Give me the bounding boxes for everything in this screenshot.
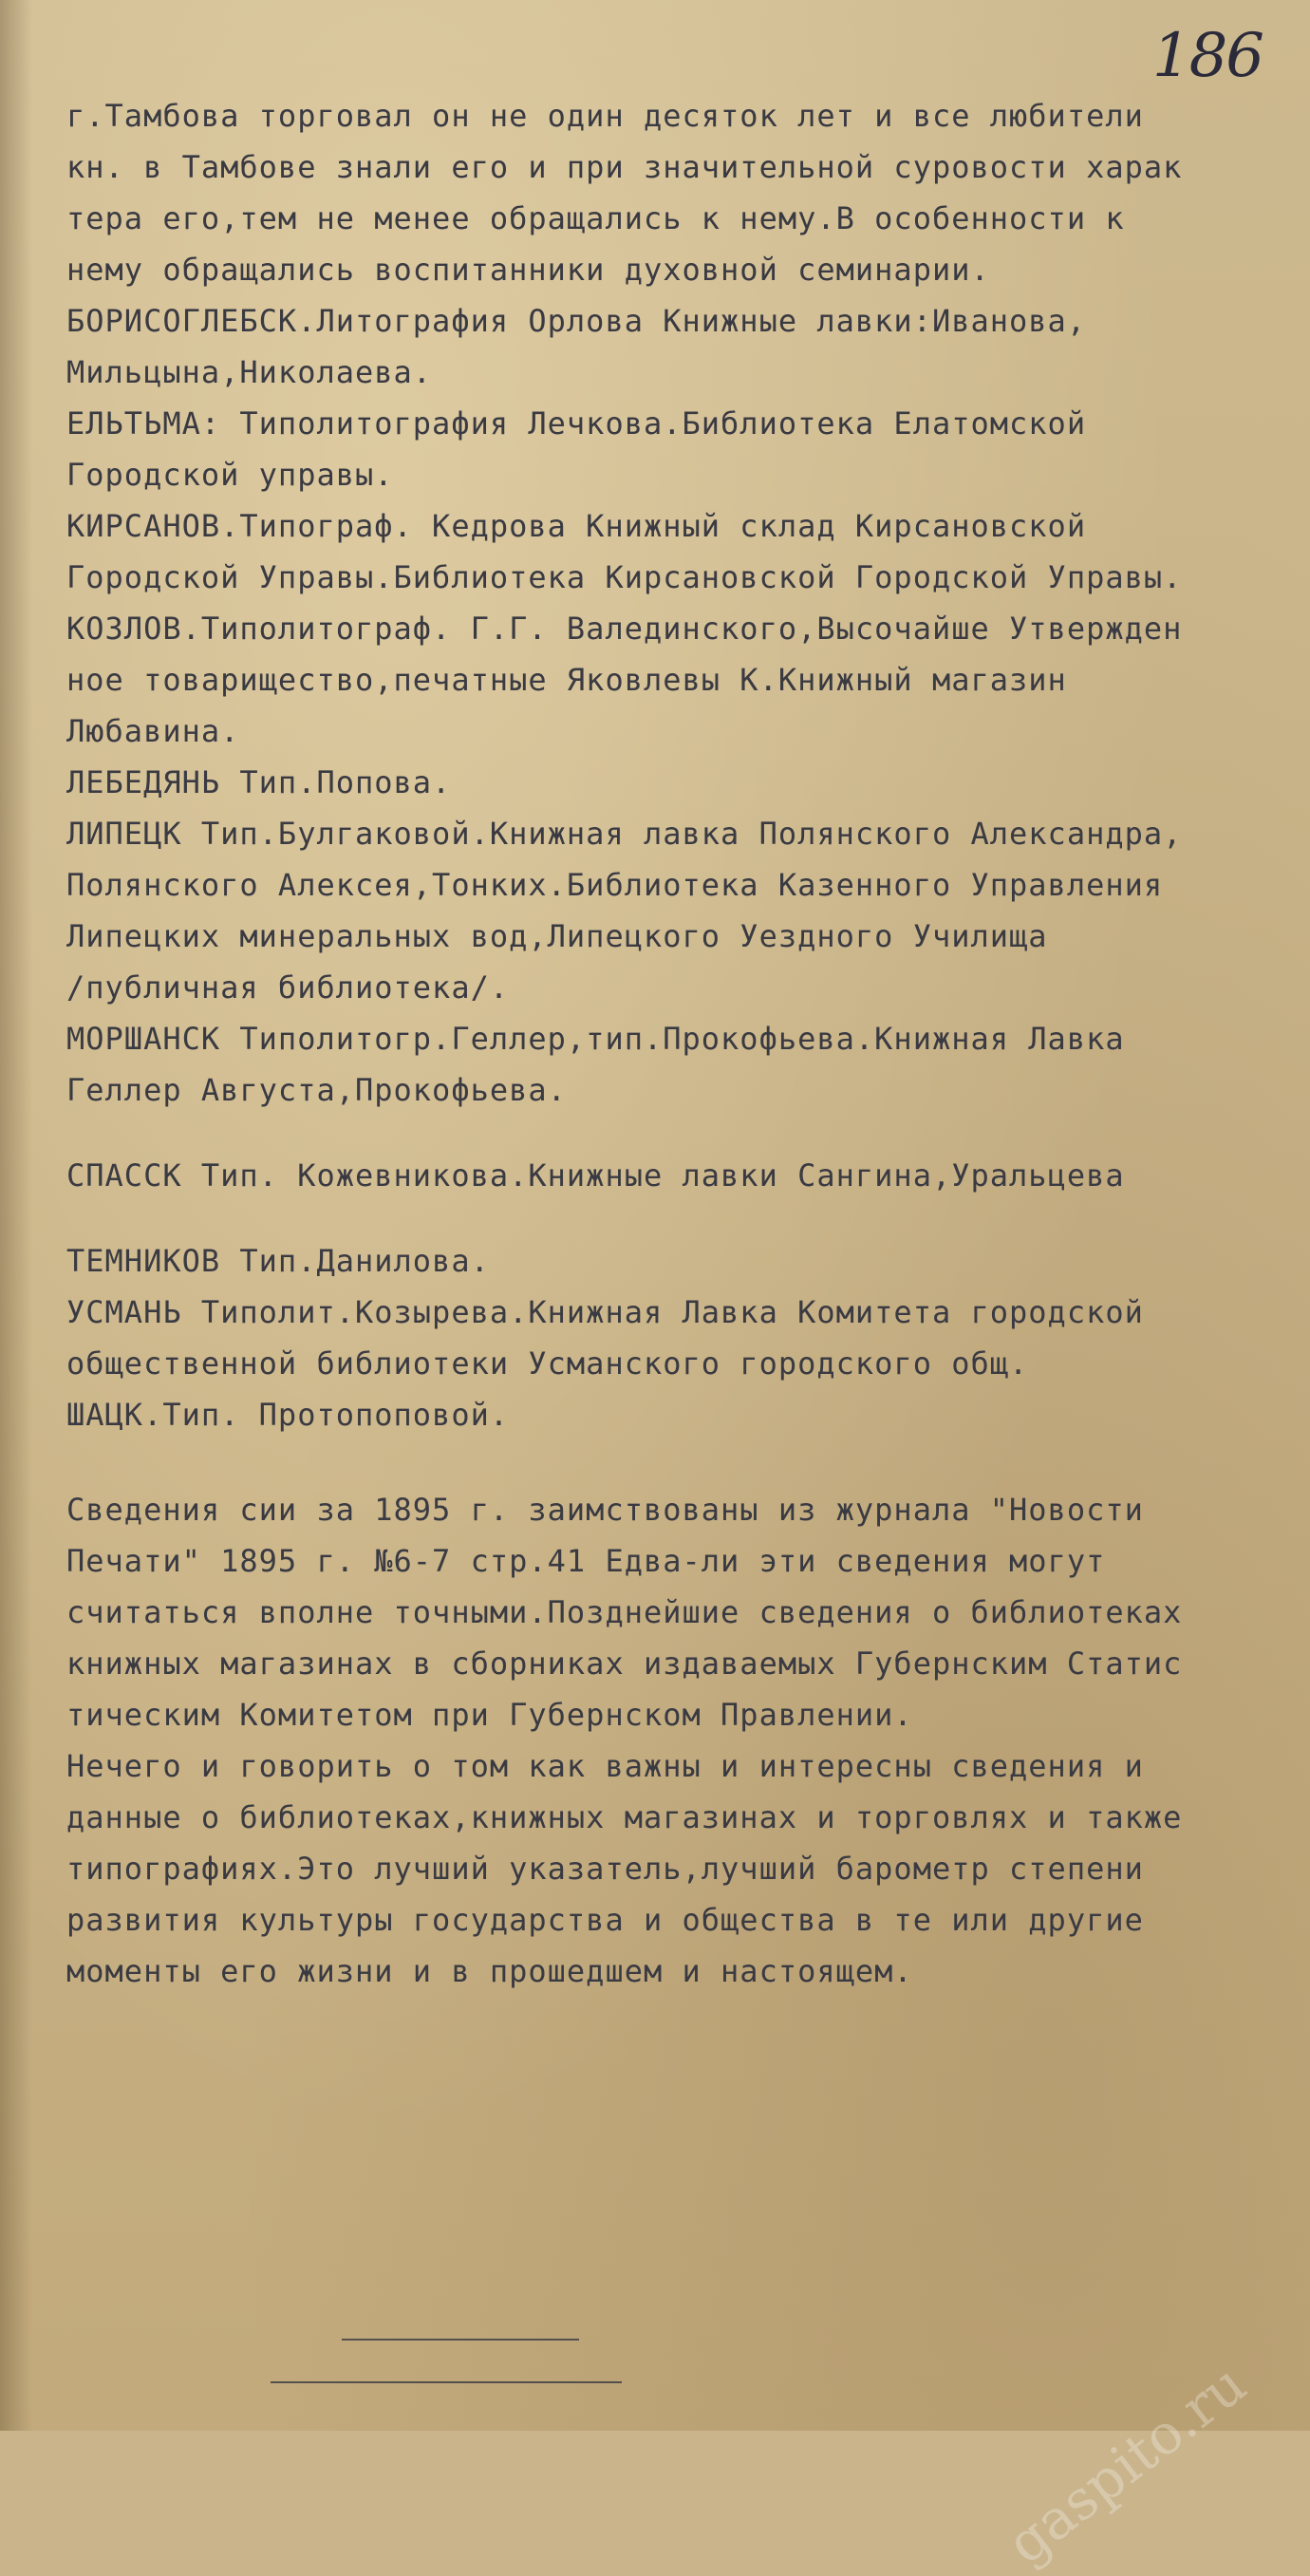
text-line: Сведения сии за 1895 г. заимствованы из журнала "Новости [66, 1492, 1144, 1528]
text-line: ЛИПЕЦК Тип.Булгаковой.Книжная лавка Полянского Александра, [66, 816, 1183, 852]
text-line: Нечего и говорить о том как важны и интересны сведения и [66, 1748, 1144, 1784]
page-edge-shadow [0, 0, 32, 2431]
text-line: ное товарищество,печатные Яковлевы К.Книжный магазин [66, 662, 1067, 698]
page-number: 186 [1151, 21, 1263, 91]
text-line: ЕЛЬТЬМА: Типолитография Лечкова.Библиотека Елатомской [66, 405, 1087, 442]
text-line: тера его,тем не менее обращались к нему.В особенности к [66, 200, 1125, 236]
text-line: нему обращались воспитанники духовной семинарии. [66, 252, 990, 288]
text-line: тическим Комитетом при Губернском Правлении. [66, 1697, 913, 1733]
text-line: ЛЕБЕДЯНЬ Тип.Попова. [66, 764, 452, 800]
text-line: Любавина. [66, 713, 240, 749]
text-line: моменты его жизни и в прошедшем и настоящем. [66, 1953, 913, 1989]
text-line: г.Тамбова торговал он не один десяток лет и все любители [66, 98, 1144, 134]
text-line: МОРШАНСК Типолитогр.Геллер,тип.Прокофьева.Книжная Лавка [66, 1021, 1125, 1057]
text-line: ТЕМНИКОВ Тип.Данилова. [66, 1243, 490, 1279]
text-line: Мильцына,Николаева. [66, 354, 433, 390]
text-line: считаться вполне точными.Позднейшие сведения о библиотеках [66, 1594, 1183, 1630]
closing-rule-short [342, 2339, 579, 2341]
text-line: СПАССК Тип. Кожевникова.Книжные лавки Сангина,Уральцева [66, 1157, 1125, 1194]
text-line: УСМАНЬ Типолит.Козырева.Книжная Лавка Комитета городской [66, 1294, 1144, 1330]
text-line: Геллер Августа,Прокофьева. [66, 1072, 567, 1108]
text-line: КИРСАНОВ.Типограф. Кедрова Книжный склад Кирсановской [66, 508, 1087, 544]
text-line: общественной библиотеки Усманского городского общ. [66, 1345, 1029, 1382]
text-line: /публичная библиотека/. [66, 969, 510, 1006]
text-line: КОЗЛОВ.Типолитограф. Г.Г. Валединского,Высочайше Утвержден [66, 611, 1183, 647]
text-line: БОРИСОГЛЕБСК.Литография Орлова Книжные лавки:Иванова, [66, 303, 1087, 339]
text-line: ШАЦК.Тип. Протопоповой. [66, 1397, 510, 1433]
text-line: развития культуры государства и общества в те или другие [66, 1902, 1144, 1938]
text-line: типографиях.Это лучший указатель,лучший барометр степени [66, 1851, 1144, 1887]
watermark: gaspito.ru [995, 2351, 1258, 2576]
text-line: книжных магазинах в сборниках издаваемых Губернским Статис [66, 1645, 1183, 1682]
text-line: Печати" 1895 г. №6-7 стр.41 Едва-ли эти сведения могут [66, 1543, 1106, 1579]
closing-rule-long [271, 2381, 622, 2383]
text-line: кн. в Тамбове знали его и при значительной суровости харак [66, 149, 1183, 185]
text-line: Полянского Алексея,Тонких.Библиотека Казенного Управления [66, 867, 1164, 903]
typed-text-body [66, 90, 1263, 1997]
text-line: данные о библиотеках,книжных магазинах и торговлях и также [66, 1799, 1183, 1835]
text-line: Городской управы. [66, 457, 394, 493]
text-line: Городской Управы.Библиотека Кирсановской Городской Управы. [66, 559, 1183, 595]
text-line: Липецких минеральных вод,Липецкого Уездного Училища [66, 918, 1048, 954]
